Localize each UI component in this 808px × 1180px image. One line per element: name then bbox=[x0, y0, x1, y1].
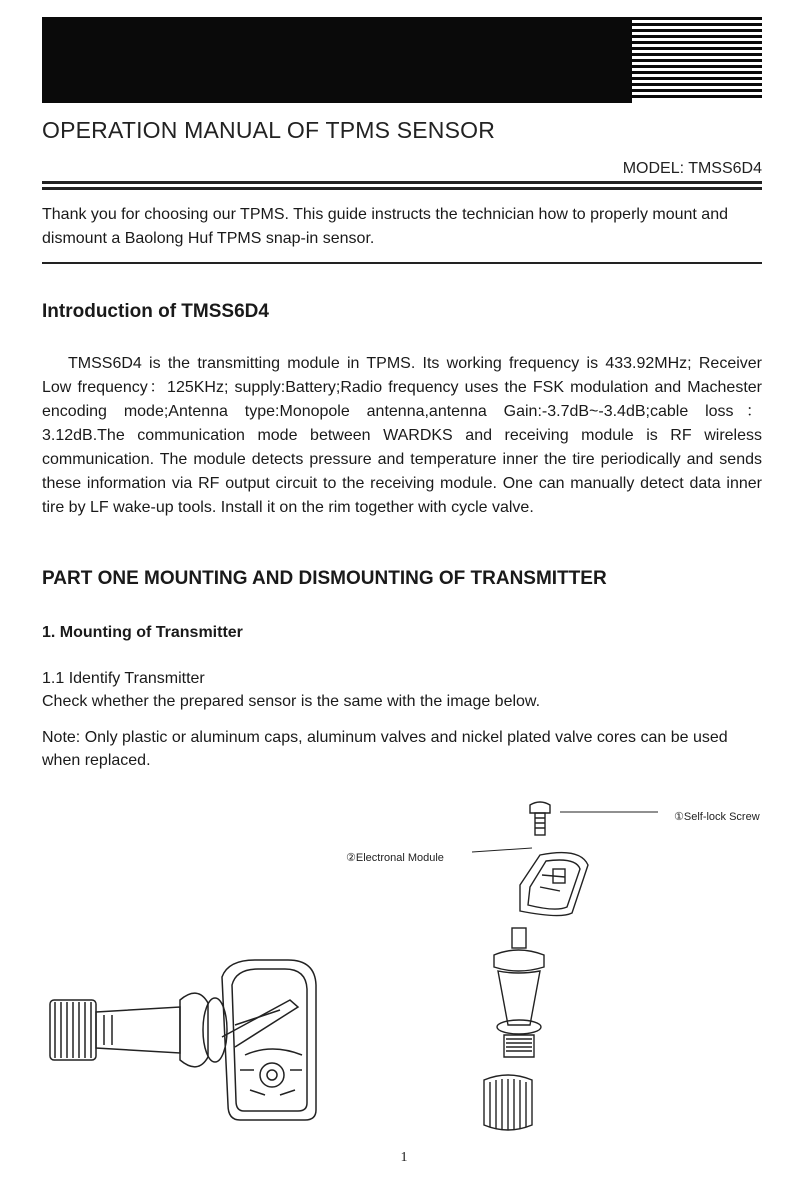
assembled-sensor-illustration bbox=[40, 955, 340, 1125]
identify-heading: 1.1 Identify Transmitter bbox=[42, 670, 205, 687]
intro-note: Thank you for choosing our TPMS. This guide instructs the technician how to properly mount and dismount a Baolong Huf TPMS snap-in sensor. bbox=[42, 206, 728, 247]
introduction-text: TMSS6D4 is the transmitting module in TPMS. Its working frequency is 433.92MHz; Receiver Low frequency：125KHz; supply:Battery;Radio frequency uses the FSK modulation and Machester encoding mode;Antenna type:Monopole antenna,antenna Gain:-3.7dB~-3.4dB;cable loss：3.12dB.The communication mode between WARDKS and receiving module is RF wireless communication. The module detects pressure and temperature inner the tire periodically and sends these information via RF output circuit to the receiving module. One can manually detect data inner tire by LF wake-up tools. Install it on the rim together with cycle valve. bbox=[42, 355, 762, 516]
divider bbox=[42, 262, 762, 264]
stripe-decoration bbox=[632, 17, 762, 103]
page-number: 1 bbox=[400, 1150, 408, 1165]
introduction-heading: Introduction of TMSS6D4 bbox=[42, 301, 269, 322]
double-divider bbox=[42, 181, 762, 190]
page-title: OPERATION MANUAL OF TPMS SENSOR bbox=[42, 117, 496, 143]
part-one-heading: PART ONE MOUNTING AND DISMOUNTING OF TRANSMITTER bbox=[42, 568, 607, 589]
exploded-view-illustration bbox=[460, 795, 770, 1140]
header-banner bbox=[42, 17, 762, 103]
mounting-heading: 1. Mounting of Transmitter bbox=[42, 624, 243, 641]
note-text: Note: Only plastic or aluminum caps, aluminum valves and nickel plated valve cores can be used when replaced. bbox=[42, 729, 728, 769]
model-label: MODEL: TMSS6D4 bbox=[622, 160, 762, 177]
label-electronal-module: ②Electronal Module bbox=[346, 852, 444, 864]
identify-text: Check whether the prepared sensor is the same with the image below. bbox=[42, 693, 541, 710]
label-self-lock-screw: ①Self-lock Screw bbox=[674, 811, 760, 823]
